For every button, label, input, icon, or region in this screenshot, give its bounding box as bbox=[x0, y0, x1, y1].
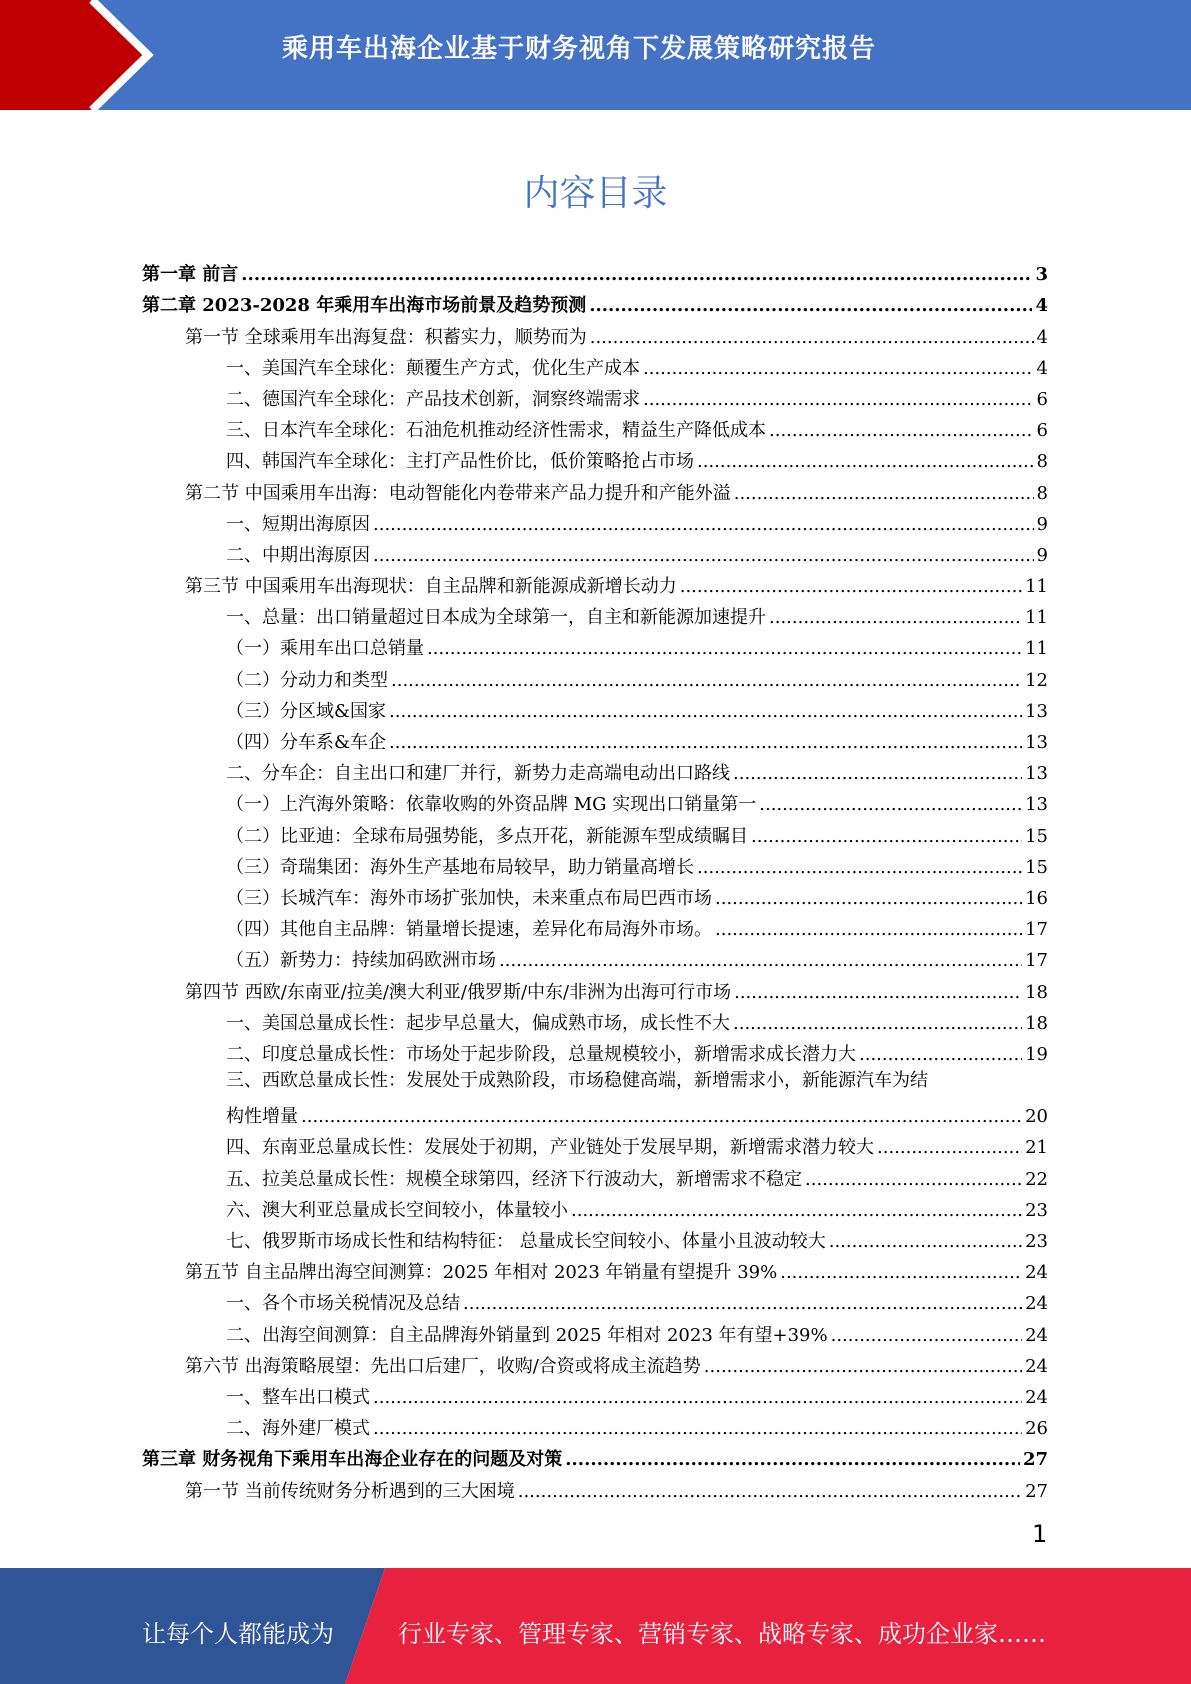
toc-page-number: 24 bbox=[1025, 1262, 1048, 1284]
toc-leader-dots bbox=[373, 515, 1034, 535]
toc-entry[interactable] bbox=[142, 254, 1048, 285]
toc-leader-dots bbox=[590, 328, 1034, 348]
toc-entry[interactable] bbox=[142, 379, 1048, 410]
toc-leader-dots bbox=[643, 359, 1034, 379]
toc-page-number: 4 bbox=[1036, 357, 1048, 379]
toc-leader-dots bbox=[759, 795, 1022, 815]
toc-entry-text: 第三节 中国乘用车出海现状：自主品牌和新能源成新增长动力 bbox=[185, 576, 677, 598]
toc-leader-dots bbox=[571, 1201, 1022, 1221]
toc-leader-dots bbox=[769, 608, 1022, 628]
table-of-contents bbox=[142, 254, 1048, 1502]
toc-page-number: 24 bbox=[1025, 1293, 1048, 1315]
toc-entry-text: 二、分车企：自主出口和建厂并行，新势力走高端电动出口路线 bbox=[226, 763, 730, 785]
toc-entry-text: 二、出海空间测算：自主品牌海外销量到 2025 年相对 2023 年有望+39% bbox=[226, 1324, 828, 1346]
toc-entry[interactable] bbox=[142, 316, 1048, 347]
toc-leader-dots bbox=[734, 484, 1034, 504]
toc-leader-dots bbox=[877, 1138, 1022, 1158]
toc-page-number: 8 bbox=[1036, 482, 1048, 504]
toc-leader-dots bbox=[373, 546, 1034, 566]
page-footer bbox=[0, 1568, 1191, 1684]
toc-entry[interactable] bbox=[142, 815, 1048, 846]
toc-entry-text: 一、美国总量成长性：起步早总量大，偏成熟市场，成长性不大 bbox=[226, 1012, 730, 1034]
toc-entry-text: 一、各个市场关税情况及总结 bbox=[226, 1293, 460, 1315]
toc-entry-text: 三、日本汽车全球化：石油危机推动经济性需求，精益生产降低成本 bbox=[226, 420, 766, 442]
toc-entry[interactable] bbox=[142, 722, 1048, 753]
toc-page-number: 21 bbox=[1025, 1137, 1048, 1159]
toc-leader-dots bbox=[805, 1170, 1022, 1190]
toc-leader-dots bbox=[697, 452, 1034, 472]
toc-entry-text: （三）长城汽车：海外市场扩张加快，未来重点布局巴西市场 bbox=[226, 887, 712, 909]
toc-entry-text: 第一节 全球乘用车出海复盘：积蓄实力，顺势而为 bbox=[185, 326, 587, 348]
toc-page-number: 24 bbox=[1025, 1324, 1048, 1346]
toc-page-number: 13 bbox=[1025, 700, 1048, 722]
toc-page-number: 24 bbox=[1025, 1355, 1048, 1377]
toc-page-number: 22 bbox=[1025, 1168, 1048, 1190]
toc-page-number: 11 bbox=[1025, 638, 1048, 660]
toc-leader-dots bbox=[831, 1326, 1023, 1346]
toc-entry-text: 五、拉美总量成长性：规模全球第四，经济下行波动大，新增需求不稳定 bbox=[226, 1168, 802, 1190]
toc-entry-text: 六、澳大利亚总量成长空间较小，体量较小 bbox=[226, 1199, 568, 1221]
toc-entry[interactable] bbox=[142, 878, 1048, 909]
toc-entry-text: （三）奇瑞集团：海外生产基地布局较早，助力销量高增长 bbox=[226, 856, 694, 878]
toc-entry-text: 一、美国汽车全球化：颠覆生产方式，优化生产成本 bbox=[226, 357, 640, 379]
toc-entry[interactable] bbox=[142, 1377, 1048, 1408]
toc-entry-line[interactable] bbox=[142, 1065, 1048, 1096]
toc-leader-dots bbox=[391, 671, 1022, 691]
toc-page-number: 9 bbox=[1036, 544, 1048, 566]
toc-entry-text: 第三章 财务视角下乘用车出海企业存在的问题及对策 bbox=[142, 1449, 563, 1471]
toc-leader-dots bbox=[859, 1045, 1022, 1065]
toc-entry[interactable] bbox=[142, 504, 1048, 535]
toc-leader-dots bbox=[733, 1014, 1022, 1034]
toc-entry-text: （一）乘用车出口总销量 bbox=[226, 638, 424, 660]
toc-page-number: 27 bbox=[1025, 1480, 1048, 1502]
footer-slogan-left: 让每个人都能成为 bbox=[142, 1620, 334, 1648]
toc-leader-dots bbox=[715, 889, 1022, 909]
toc-page-number: 19 bbox=[1025, 1043, 1048, 1065]
toc-leader-dots bbox=[518, 1482, 1022, 1502]
toc-leader-dots bbox=[704, 1357, 1022, 1377]
toc-leader-dots bbox=[697, 858, 1022, 878]
toc-page-number: 9 bbox=[1036, 513, 1048, 535]
toc-page-number: 26 bbox=[1025, 1418, 1048, 1440]
toc-entry[interactable] bbox=[142, 659, 1048, 690]
toc-entry-text: （二）比亚迪：全球布局强势能，多点开花，新能源车型成绩瞩目 bbox=[226, 825, 748, 847]
toc-leader-dots bbox=[733, 764, 1022, 784]
toc-entry[interactable] bbox=[142, 1190, 1048, 1221]
toc-leader-dots bbox=[499, 951, 1022, 971]
toc-entry-text: 二、印度总量成长性：市场处于起步阶段，总量规模较小，新增需求成长潜力大 bbox=[226, 1043, 856, 1065]
toc-page-number: 17 bbox=[1025, 919, 1048, 941]
header-title: 乘用车出海企业基于财务视角下发展策略研究报告 bbox=[282, 34, 877, 64]
toc-leader-dots bbox=[389, 702, 1022, 722]
footer-slogan-right: 行业专家、管理专家、营销专家、战略专家、成功企业家…… bbox=[398, 1620, 1046, 1648]
toc-page-number: 20 bbox=[1025, 1106, 1048, 1128]
toc-entry-text: 第四节 西欧/东南亚/拉美/澳大利亚/俄罗斯/中东/非洲为出海可行市场 bbox=[185, 981, 732, 1003]
toc-entry[interactable] bbox=[142, 597, 1048, 628]
toc-page-number: 13 bbox=[1025, 763, 1048, 785]
toc-page-number: 23 bbox=[1025, 1199, 1048, 1221]
toc-entry[interactable] bbox=[142, 1283, 1048, 1314]
toc-entry[interactable] bbox=[142, 753, 1048, 784]
toc-entry[interactable] bbox=[142, 348, 1048, 379]
toc-page-number: 23 bbox=[1025, 1231, 1048, 1252]
toc-page-number: 17 bbox=[1025, 950, 1048, 972]
toc-entry[interactable] bbox=[142, 1158, 1048, 1189]
toc-leader-dots bbox=[780, 1263, 1022, 1283]
toc-leader-dots bbox=[643, 390, 1034, 410]
toc-leader-dots bbox=[769, 421, 1034, 441]
toc-entry-text: 二、中期出海原因 bbox=[226, 544, 370, 566]
toc-page-number: 4 bbox=[1036, 326, 1048, 348]
toc-leader-dots bbox=[463, 1294, 1022, 1314]
toc-leader-dots bbox=[680, 577, 1022, 597]
toc-page-number: 18 bbox=[1025, 981, 1048, 1003]
toc-entry-text: 四、东南亚总量成长性：发展处于初期，产业链处于发展早期，新增需求潜力较大 bbox=[226, 1137, 874, 1159]
toc-entry-text: （四）分车系&车企 bbox=[226, 732, 387, 753]
toc-entry[interactable] bbox=[142, 1314, 1048, 1345]
toc-page-number: 15 bbox=[1025, 825, 1048, 847]
page-header bbox=[0, 0, 1191, 110]
toc-leader-dots bbox=[301, 1107, 1022, 1127]
toc-entry-text: 一、整车出口模式 bbox=[226, 1386, 370, 1408]
toc-entry[interactable] bbox=[142, 1408, 1048, 1439]
toc-page-number: 6 bbox=[1036, 420, 1048, 442]
toc-entry[interactable] bbox=[142, 784, 1048, 815]
toc-entry[interactable] bbox=[142, 1034, 1048, 1065]
toc-entry[interactable] bbox=[142, 1470, 1048, 1501]
toc-leader-dots bbox=[241, 265, 1032, 285]
toc-leader-dots bbox=[589, 296, 1032, 316]
toc-entry-text: 第六节 出海策略展望：先出口后建厂，收购/合资或将成主流趋势 bbox=[185, 1355, 701, 1377]
page-number: 1 bbox=[1032, 1520, 1048, 1548]
toc-entry[interactable] bbox=[142, 535, 1048, 566]
toc-entry[interactable] bbox=[142, 940, 1048, 971]
toc-entry-text: 三、西欧总量成长性：发展处于成熟阶段，市场稳健高端，新增需求小，新能源汽车为结 bbox=[226, 1069, 928, 1091]
toc-entry-text: 第一章 前言 bbox=[142, 264, 239, 286]
toc-leader-dots bbox=[373, 1419, 1022, 1439]
toc-page-number: 18 bbox=[1025, 1012, 1048, 1034]
toc-page-number: 12 bbox=[1025, 669, 1048, 691]
toc-entry-text: （二）分动力和类型 bbox=[226, 669, 388, 691]
toc-page-number: 15 bbox=[1025, 856, 1048, 878]
toc-page-number: 13 bbox=[1025, 732, 1048, 753]
toc-entry[interactable] bbox=[142, 1252, 1048, 1283]
toc-entry-text: 第一节 当前传统财务分析遇到的三大困境 bbox=[185, 1480, 515, 1502]
toc-entry-text: 四、韩国汽车全球化：主打产品性价比，低价策略抢占市场 bbox=[226, 451, 694, 473]
toc-page-number: 27 bbox=[1022, 1449, 1048, 1471]
toc-leader-dots bbox=[389, 733, 1022, 753]
toc-page-number: 24 bbox=[1025, 1386, 1048, 1408]
toc-entry-text: 第五节 自主品牌出海空间测算：2025 年相对 2023 年销量有望提升 39% bbox=[185, 1262, 778, 1284]
toc-leader-dots bbox=[751, 827, 1022, 847]
toc-entry-text: 一、总量：出口销量超过日本成为全球第一，自主和新能源加速提升 bbox=[226, 607, 766, 629]
toc-entry[interactable] bbox=[142, 909, 1048, 940]
toc-page-number: 16 bbox=[1025, 887, 1048, 909]
toc-entry[interactable] bbox=[142, 1003, 1048, 1034]
toc-entry-text: 一、短期出海原因 bbox=[226, 513, 370, 535]
toc-page-number: 4 bbox=[1035, 295, 1048, 317]
toc-entry-text: 第二节 中国乘用车出海：电动智能化内卷带来产品力提升和产能外溢 bbox=[185, 482, 731, 504]
toc-page-number: 8 bbox=[1036, 451, 1048, 473]
toc-entry-text: 七、俄罗斯市场成长性和结构特征： 总量成长空间较小、体量小且波动较大 bbox=[226, 1231, 826, 1252]
toc-leader-dots bbox=[715, 920, 1022, 940]
toc-entry-text-continuation: 构性增量 bbox=[226, 1106, 298, 1128]
toc-page-number: 6 bbox=[1036, 388, 1048, 410]
toc-entry[interactable] bbox=[142, 441, 1048, 472]
toc-entry[interactable] bbox=[142, 847, 1048, 878]
toc-leader-dots bbox=[565, 1450, 1020, 1470]
toc-entry[interactable] bbox=[142, 285, 1048, 316]
toc-title: 内容目录 bbox=[523, 173, 668, 214]
toc-entry[interactable] bbox=[142, 1096, 1048, 1127]
toc-leader-dots bbox=[427, 639, 1022, 659]
toc-leader-dots bbox=[734, 983, 1022, 1003]
toc-page-number: 13 bbox=[1025, 794, 1048, 816]
toc-page-number: 3 bbox=[1035, 264, 1048, 286]
toc-leader-dots bbox=[373, 1388, 1022, 1408]
toc-entry[interactable] bbox=[142, 1127, 1048, 1158]
toc-entry[interactable] bbox=[142, 410, 1048, 441]
toc-entry-text: 第二章 2023-2028 年乘用车出海市场前景及趋势预测 bbox=[142, 295, 587, 317]
toc-entry-text: 二、海外建厂模式 bbox=[226, 1418, 370, 1440]
toc-entry[interactable] bbox=[142, 971, 1048, 1002]
toc-entry-text: （四）其他自主品牌：销量增长提速，差异化布局海外市场。 bbox=[226, 919, 712, 941]
toc-entry[interactable] bbox=[142, 1221, 1048, 1252]
toc-entry[interactable] bbox=[142, 691, 1048, 722]
toc-entry-text: （五）新势力：持续加码欧洲市场 bbox=[226, 950, 496, 972]
toc-entry-text: （一）上汽海外策略：依靠收购的外资品牌 MG 实现出口销量第一 bbox=[226, 794, 757, 816]
toc-leader-dots bbox=[829, 1232, 1022, 1252]
toc-entry[interactable] bbox=[142, 1439, 1048, 1470]
toc-entry[interactable] bbox=[142, 1346, 1048, 1377]
toc-entry-text: （三）分区域&国家 bbox=[226, 700, 387, 722]
toc-page-number: 11 bbox=[1025, 576, 1048, 598]
toc-entry[interactable] bbox=[142, 628, 1048, 659]
toc-entry[interactable] bbox=[142, 566, 1048, 597]
toc-page-number: 11 bbox=[1025, 607, 1048, 629]
toc-entry[interactable] bbox=[142, 472, 1048, 503]
toc-entry-text: 二、德国汽车全球化：产品技术创新，洞察终端需求 bbox=[226, 388, 640, 410]
